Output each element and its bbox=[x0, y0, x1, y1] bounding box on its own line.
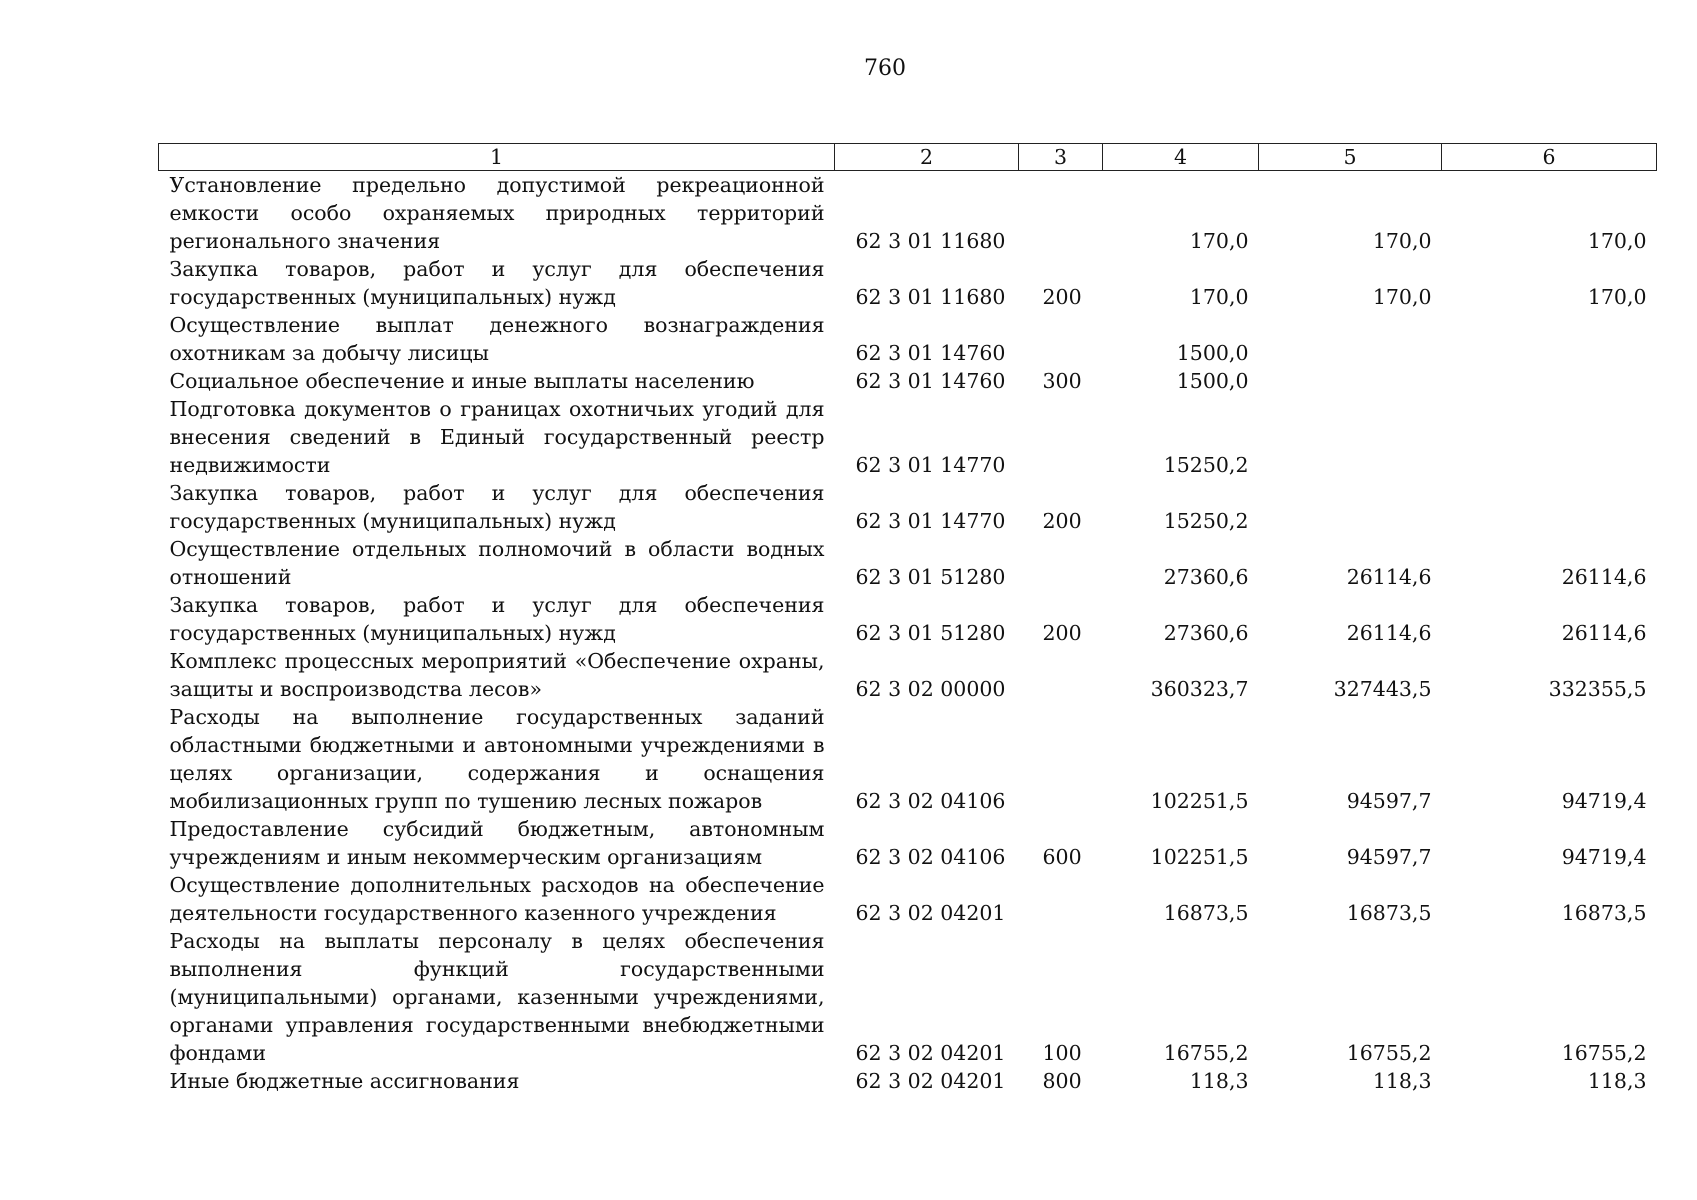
row-value-col4: 15250,2 bbox=[1163, 453, 1249, 477]
row-code: 62 3 01 11680 bbox=[855, 229, 1006, 253]
row-value-col4: 15250,2 bbox=[1163, 509, 1249, 533]
table-header bbox=[159, 144, 1657, 171]
row-value-col4: 1500,0 bbox=[1176, 341, 1249, 365]
row-expense-type bbox=[1019, 535, 1103, 591]
row-value-col6: 332355,5 bbox=[1548, 677, 1647, 701]
row-name: Комплекс процессных мероприятий «Обеспечение охраны, защиты и воспроизводства лесов» bbox=[169, 649, 825, 701]
row-value-col5 bbox=[1259, 367, 1442, 395]
row-value-col4: 360323,7 bbox=[1150, 677, 1249, 701]
table-row bbox=[159, 395, 1657, 479]
row-value-col4: 16873,5 bbox=[1163, 901, 1249, 925]
row-code: 62 3 02 04201 bbox=[855, 901, 1006, 925]
row-name: Подготовка документов о границах охотничьих угодий для внесения сведений в Единый государственный реестр недвижимости bbox=[169, 397, 825, 477]
row-code: 62 3 01 14770 bbox=[855, 453, 1006, 477]
header-col-1: 1 bbox=[159, 144, 835, 171]
row-code: 62 3 01 51280 bbox=[855, 621, 1006, 645]
row-code: 62 3 01 14770 bbox=[855, 509, 1006, 533]
row-value-col5: 94597,7 bbox=[1346, 789, 1432, 813]
table-row bbox=[159, 815, 1657, 871]
row-value-col6 bbox=[1442, 395, 1657, 479]
budget-table bbox=[158, 143, 1657, 1095]
row-value-col5 bbox=[1259, 395, 1442, 479]
row-value-col5: 170,0 bbox=[1372, 285, 1432, 309]
row-value-col4: 102251,5 bbox=[1150, 845, 1249, 869]
row-value-col4: 170,0 bbox=[1189, 229, 1249, 253]
row-value-col6: 170,0 bbox=[1587, 285, 1647, 309]
row-value-col6: 16755,2 bbox=[1561, 1041, 1647, 1065]
row-value-col6 bbox=[1442, 479, 1657, 535]
row-value-col4: 27360,6 bbox=[1163, 565, 1249, 589]
table-row bbox=[159, 927, 1657, 1067]
row-expense-type bbox=[1019, 703, 1103, 815]
row-expense-type: 600 bbox=[1042, 845, 1082, 869]
row-expense-type: 300 bbox=[1042, 369, 1082, 393]
table-row bbox=[159, 1067, 1657, 1095]
row-value-col6: 16873,5 bbox=[1561, 901, 1647, 925]
row-name: Иные бюджетные ассигнования bbox=[169, 1069, 520, 1093]
row-value-col6 bbox=[1442, 311, 1657, 367]
row-value-col5: 16755,2 bbox=[1346, 1041, 1432, 1065]
table-body bbox=[159, 171, 1657, 1096]
row-name: Закупка товаров, работ и услуг для обеспечения государственных (муниципальных) нужд bbox=[169, 593, 825, 645]
table-row bbox=[159, 171, 1657, 256]
row-code: 62 3 02 04201 bbox=[855, 1041, 1006, 1065]
row-name: Предоставление субсидий бюджетным, автономным учреждениям и иным некоммерческим организациям bbox=[169, 817, 825, 869]
table-row bbox=[159, 591, 1657, 647]
row-code: 62 3 01 14760 bbox=[855, 369, 1006, 393]
row-value-col5: 16873,5 bbox=[1346, 901, 1432, 925]
table-row bbox=[159, 535, 1657, 591]
row-name: Закупка товаров, работ и услуг для обеспечения государственных (муниципальных) нужд bbox=[169, 481, 825, 533]
row-value-col5 bbox=[1259, 311, 1442, 367]
row-value-col5: 170,0 bbox=[1372, 229, 1432, 253]
page-number: 760 bbox=[864, 56, 906, 81]
row-value-col4: 170,0 bbox=[1189, 285, 1249, 309]
row-code: 62 3 01 11680 bbox=[855, 285, 1006, 309]
row-value-col6: 26114,6 bbox=[1561, 621, 1647, 645]
header-col-4: 4 bbox=[1103, 144, 1259, 171]
row-value-col5 bbox=[1259, 479, 1442, 535]
header-col-3: 3 bbox=[1019, 144, 1103, 171]
row-name: Социальное обеспечение и иные выплаты населению bbox=[169, 369, 755, 393]
row-expense-type: 100 bbox=[1042, 1041, 1082, 1065]
header-col-2: 2 bbox=[835, 144, 1019, 171]
row-code: 62 3 02 00000 bbox=[855, 677, 1006, 701]
row-value-col4: 16755,2 bbox=[1163, 1041, 1249, 1065]
row-value-col5: 118,3 bbox=[1372, 1069, 1432, 1093]
row-value-col5: 26114,6 bbox=[1346, 565, 1432, 589]
row-code: 62 3 01 51280 bbox=[855, 565, 1006, 589]
header-row bbox=[159, 144, 1657, 171]
row-value-col5: 26114,6 bbox=[1346, 621, 1432, 645]
row-value-col4: 1500,0 bbox=[1176, 369, 1249, 393]
row-value-col6: 118,3 bbox=[1587, 1069, 1647, 1093]
row-expense-type: 200 bbox=[1042, 621, 1082, 645]
table-row bbox=[159, 255, 1657, 311]
header-col-5: 5 bbox=[1259, 144, 1442, 171]
row-value-col5: 327443,5 bbox=[1333, 677, 1432, 701]
row-value-col4: 118,3 bbox=[1189, 1069, 1249, 1093]
row-code: 62 3 01 14760 bbox=[855, 341, 1006, 365]
row-expense-type: 800 bbox=[1042, 1069, 1082, 1093]
table-row bbox=[159, 703, 1657, 815]
row-code: 62 3 02 04201 bbox=[855, 1069, 1006, 1093]
row-value-col4: 27360,6 bbox=[1163, 621, 1249, 645]
header-col-6: 6 bbox=[1442, 144, 1657, 171]
row-name: Осуществление выплат денежного вознаграждения охотникам за добычу лисицы bbox=[169, 313, 825, 365]
row-expense-type bbox=[1019, 395, 1103, 479]
row-expense-type bbox=[1019, 647, 1103, 703]
table-row bbox=[159, 647, 1657, 703]
row-value-col6: 94719,4 bbox=[1561, 845, 1647, 869]
row-expense-type: 200 bbox=[1042, 509, 1082, 533]
table-row bbox=[159, 479, 1657, 535]
table-row bbox=[159, 311, 1657, 367]
row-name: Расходы на выплаты персоналу в целях обеспечения выполнения функций государственными (муниципальными) органами, казенными учреждениями, органами управления государственными внебюджетными фондами bbox=[169, 929, 825, 1065]
row-value-col5: 94597,7 bbox=[1346, 845, 1432, 869]
row-expense-type bbox=[1019, 311, 1103, 367]
row-value-col4: 102251,5 bbox=[1150, 789, 1249, 813]
row-expense-type bbox=[1019, 171, 1103, 256]
table-row bbox=[159, 871, 1657, 927]
row-name: Осуществление дополнительных расходов на обеспечение деятельности государственного казенного учреждения bbox=[169, 873, 825, 925]
table-row bbox=[159, 367, 1657, 395]
row-name: Осуществление отдельных полномочий в области водных отношений bbox=[169, 537, 825, 589]
row-code: 62 3 02 04106 bbox=[855, 789, 1006, 813]
row-code: 62 3 02 04106 bbox=[855, 845, 1006, 869]
row-expense-type: 200 bbox=[1042, 285, 1082, 309]
row-value-col6 bbox=[1442, 367, 1657, 395]
row-value-col6: 94719,4 bbox=[1561, 789, 1647, 813]
row-value-col6: 170,0 bbox=[1587, 229, 1647, 253]
row-name: Закупка товаров, работ и услуг для обеспечения государственных (муниципальных) нужд bbox=[169, 257, 825, 309]
row-name: Расходы на выполнение государственных заданий областными бюджетными и автономными учреждениями в целях организации, содержания и оснащения мобилизационных групп по тушению лесных пожаров bbox=[169, 705, 825, 813]
row-value-col6: 26114,6 bbox=[1561, 565, 1647, 589]
row-name: Установление предельно допустимой рекреационной емкости особо охраняемых природных территорий регионального значения bbox=[169, 173, 825, 253]
row-expense-type bbox=[1019, 871, 1103, 927]
